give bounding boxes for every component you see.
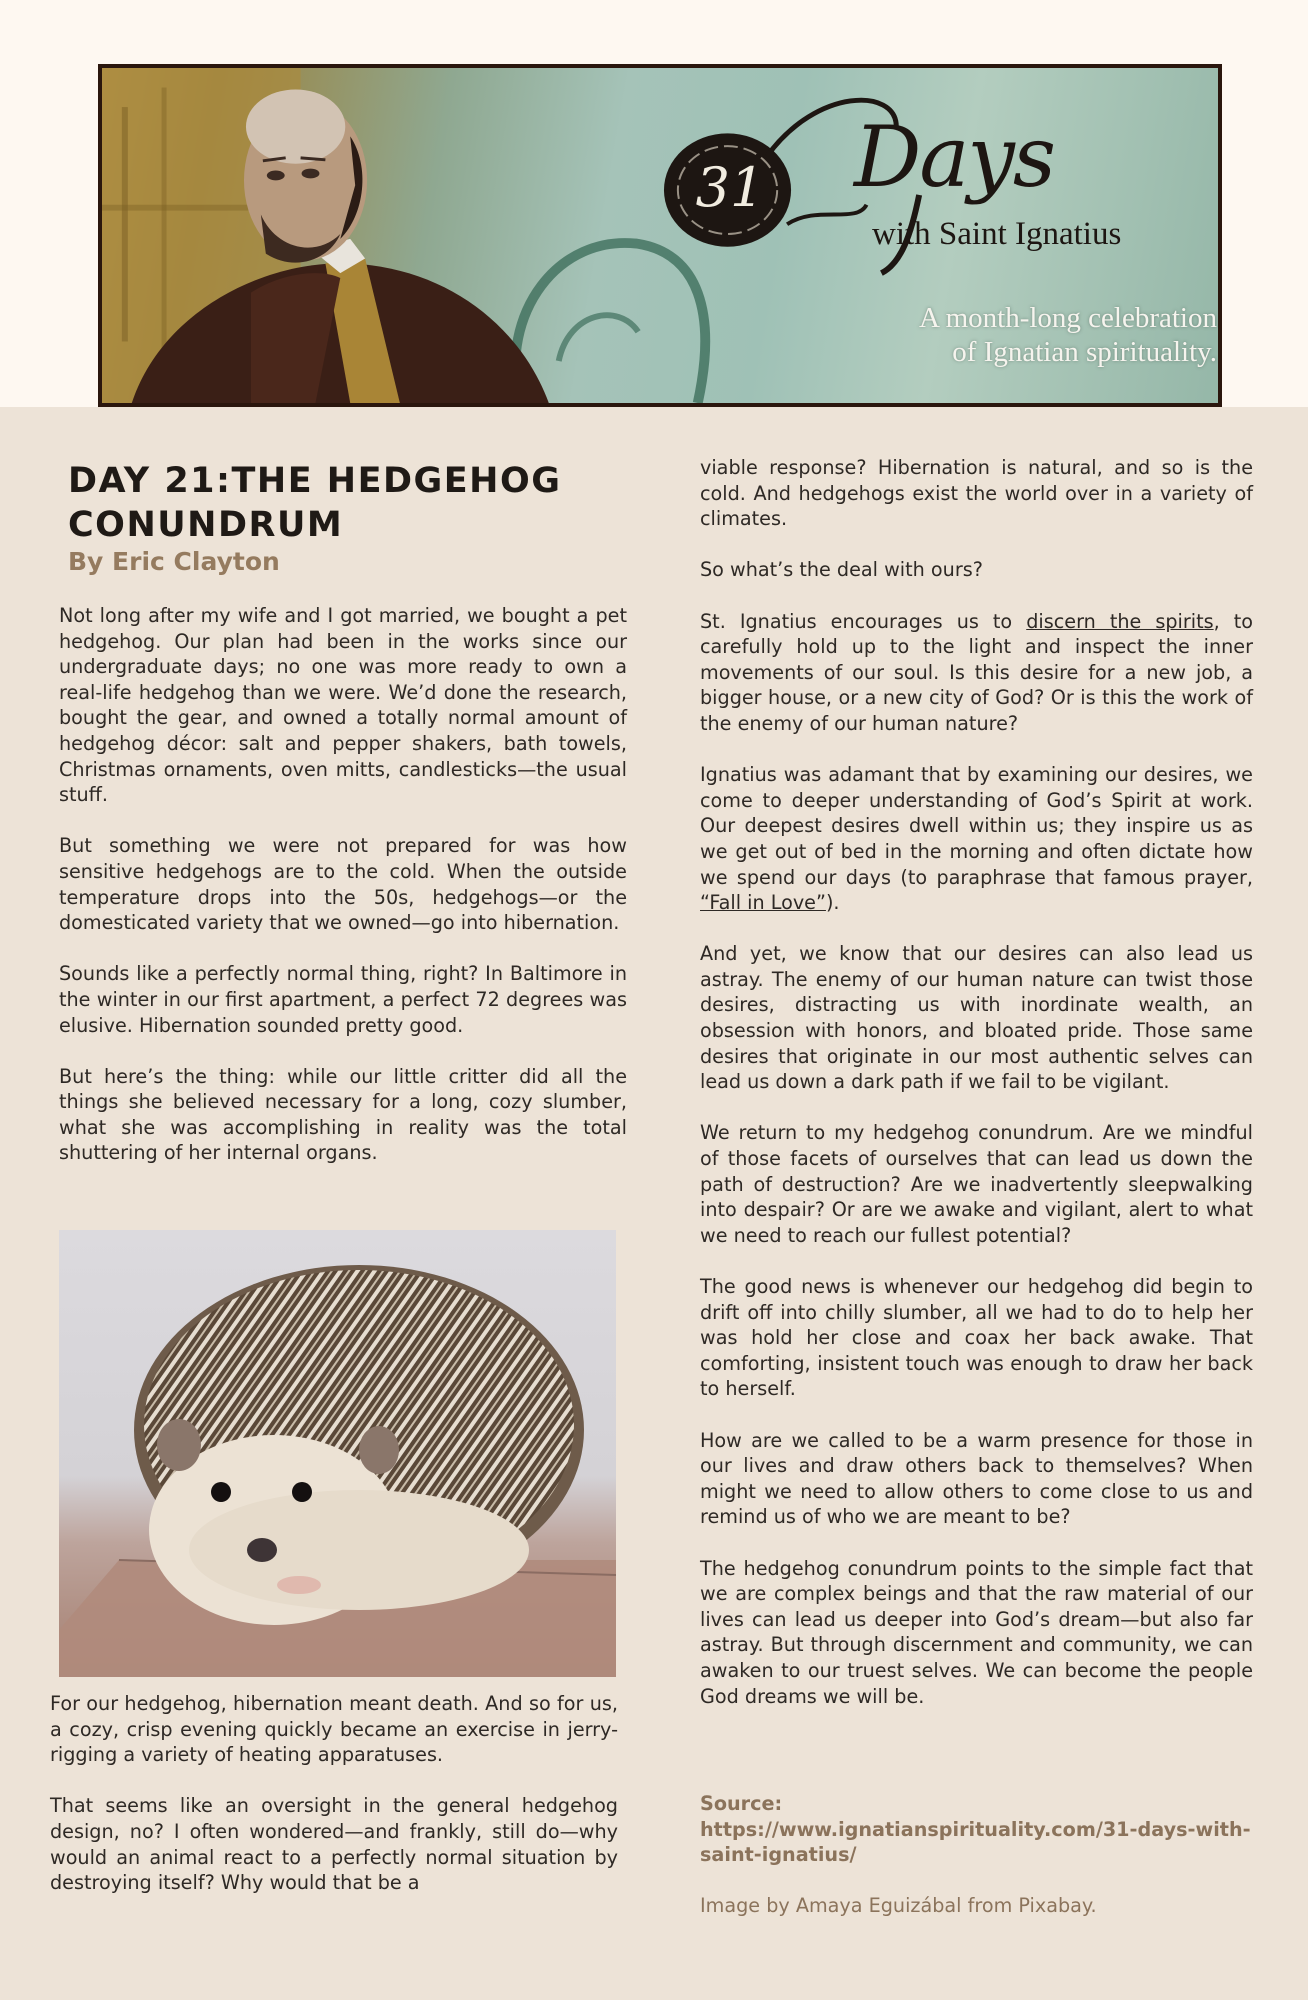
paragraph: For our hedgehog, hibernation meant death. And so for us, a cozy, crisp evening quickly became an exercise in jerry-rigging a variety of heating apparatuses. — [50, 1692, 618, 1767]
left-column-top — [59, 603, 627, 1192]
banner-title-subtitle: with Saint Ignatius — [872, 216, 1122, 252]
paragraph: viable response? Hibernation is natural, and so is the cold. And hedgehogs exist the world over in a variety of climates. — [700, 456, 1253, 531]
paragraph-with-link — [700, 762, 1253, 916]
paragraph: That seems like an oversight in the general hedgehog design, no? I often wondered—and frankly, still do—why would an animal react to a perfectly normal situation by destroying itself? Why would that be a — [50, 1794, 618, 1895]
banner-tagline — [837, 301, 1217, 369]
text: St. Ignatius encourages us to — [700, 609, 1027, 633]
banner-seal-number: 31 — [695, 156, 765, 219]
paragraph: The hedgehog conundrum points to the simple fact that we are complex beings and that the raw material of our lives can lead us deeper into God’s dream—but also far astray. But through discernment and community, we can awaken to our truest selves. We can become the people God dreams we will be. — [700, 1556, 1253, 1708]
article-byline: By Eric Clayton — [68, 547, 280, 576]
right-column — [700, 455, 1253, 1735]
text: Ignatius was adamant that by examining our desires, we come to deeper understanding of God’s Spirit at work. Our deepest desires dwell within us; they inspire us as we get out of bed in the morning and often dictate how we spend our days (to paraphrase that famous prayer, — [700, 763, 1253, 889]
paragraph-with-link — [700, 609, 1253, 737]
source-url: https://www.ignatianspirituality.com/31-days-with-saint-ignatius/ — [700, 1817, 1251, 1867]
source-block — [700, 1791, 1253, 1868]
fall-in-love-link[interactable]: “Fall in Love” — [700, 891, 826, 915]
paragraph: We return to my hedgehog conundrum. Are we mindful of those facets of ourselves that can lead us down the path of destruction? Are we inadvertently sleepwalking into despair? Or are we awake and vigilant, alert to what we need to reach our fullest potential? — [700, 1121, 1253, 1247]
banner-tagline-line2: of Ignatian spirituality. — [952, 336, 1217, 368]
paragraph: But something we were not prepared for was how sensitive hedgehogs are to the cold. When the outside temperature drops into the 50s, hedgehogs—or the domesticated variety that we owned—go into hibernation. — [59, 834, 627, 935]
hedgehog-photo — [59, 1230, 616, 1677]
banner-title-days: Days — [854, 108, 1054, 206]
paragraph: But here’s the thing: while our little critter did all the things she believed necessary for a long, cozy slumber, what she was accomplishing in reality was the total shuttering of her internal organs. — [59, 1064, 627, 1165]
header-banner-image — [98, 64, 1222, 407]
paragraph: And yet, we know that our desires can also lead us astray. The enemy of our human nature can twist those desires, distracting us with inordinate wealth, an obsession with honors, and bloated pride. Those same desires that originate in our most authentic selves can lead us down a dark path if we fail to be vigilant. — [700, 942, 1253, 1094]
paragraph: So what’s the deal with ours? — [700, 558, 983, 582]
text: ). — [825, 891, 840, 915]
source-label: Source: — [700, 1792, 783, 1815]
image-credit: Image by Amaya Eguizábal from Pixabay. — [700, 1894, 1097, 1917]
paragraph: Not long after my wife and I got married, we bought a pet hedgehog. Our plan had been in the works since our undergraduate days; no one was more ready to own a real-life hedgehog than we were. We’d done the research, bought the gear, and owned a totally normal amount of hedgehog décor: salt and pepper shakers, bath towels, Christmas ornaments, oven mitts, candlesticks—the usual stuff. — [59, 604, 627, 807]
hedgehog-illustration — [59, 1230, 616, 1677]
paragraph: Sounds like a perfectly normal thing, right? In Baltimore in the winter in our first apartment, a perfect 72 degrees was elusive. Hibernation sounded pretty good. — [59, 962, 627, 1037]
article-title: DAY 21:THE HEDGEHOG CONUNDRUM — [68, 461, 562, 545]
paragraph: The good news is whenever our hedgehog did begin to drift off into chilly slumber, all we had to do to help her was hold her close and coax her back awake. That comforting, insistent touch was enough to draw her back to herself. — [700, 1275, 1253, 1401]
paragraph: How are we called to be a warm presence for those in our lives and draw others back to themselves? When might we need to allow others to come close to us and remind us of who we are meant to be? — [700, 1428, 1253, 1529]
left-column-bottom — [50, 1691, 618, 1921]
banner-tagline-line1: A month-long celebration — [919, 302, 1217, 334]
text: , to carefully hold up to the light and inspect the inner movements of our soul. Is this desire for a new job, a bigger house, or a new city of God? Or is this the work of the enemy of our human nature? — [700, 609, 1254, 735]
discern-spirits-link[interactable]: discern the spirits — [1026, 609, 1214, 633]
